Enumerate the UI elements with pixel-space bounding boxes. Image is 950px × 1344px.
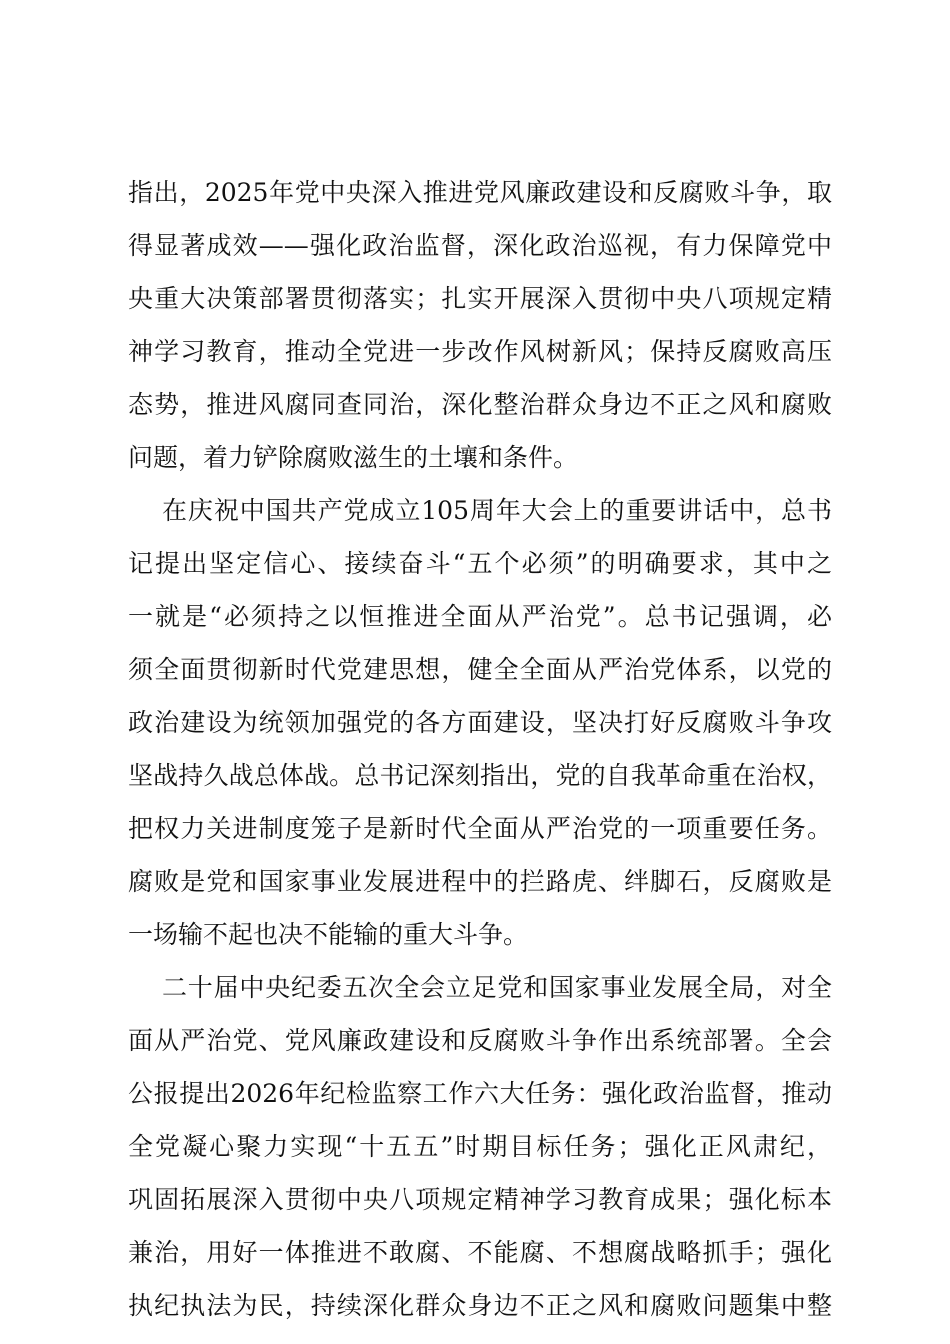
paragraph-3-line-7: 执纪执法为民，持续深化群众身边不正之风和腐败问题集中整 xyxy=(128,1291,832,1320)
paragraph-1-line-5: 态势，推进风腐同查同治，深化整治群众身边不正之风和腐败 xyxy=(128,390,832,419)
paragraph-3-line-5: 巩固拓展深入贯彻中央八项规定精神学习教育成果；强化标本 xyxy=(128,1185,832,1214)
paragraph-1-line-3: 央重大决策部署贯彻落实；扎实开展深入贯彻中央八项规定精 xyxy=(128,284,832,313)
paragraph-2-line-4: 须全面贯彻新时代党建思想，健全全面从严治党体系，以党的 xyxy=(128,655,832,684)
paragraph-2-line-9: 一场输不起也决不能输的重大斗争。 xyxy=(128,920,529,949)
paragraph-2-line-3: 一就是“必须持之以恒推进全面从严治党”。总书记强调，必 xyxy=(128,602,832,631)
paragraph-2-line-1: 在庆祝中国共产党成立105周年大会上的重要讲话中，总书 xyxy=(162,496,832,525)
paragraph-1-line-4: 神学习教育，推动全党进一步改作风树新风；保持反腐败高压 xyxy=(128,337,832,366)
paragraph-1-line-2: 得显著成效——强化政治监督，深化政治巡视，有力保障党中 xyxy=(128,231,832,260)
document-body xyxy=(128,166,832,1332)
paragraph-2-line-6: 坚战持久战总体战。总书记深刻指出，党的自我革命重在治权， xyxy=(128,761,832,790)
paragraph-3-line-3: 公报提出2026年纪检监察工作六大任务：强化政治监督，推动 xyxy=(128,1079,832,1108)
paragraph-2-line-8: 腐败是党和国家事业发展进程中的拦路虎、绊脚石，反腐败是 xyxy=(128,867,832,896)
paragraph-1-line-1: 指出，2025年党中央深入推进党风廉政建设和反腐败斗争，取 xyxy=(128,178,832,207)
paragraph-3-line-1: 二十届中央纪委五次全会立足党和国家事业发展全局，对全 xyxy=(162,973,832,1002)
paragraph-3-line-2: 面从严治党、党风廉政建设和反腐败斗争作出系统部署。全会 xyxy=(128,1026,832,1055)
paragraph-1-line-6: 问题，着力铲除腐败滋生的土壤和条件。 xyxy=(128,443,579,472)
paragraph-3-line-6: 兼治，用好一体推进不敢腐、不能腐、不想腐战略抓手；强化 xyxy=(128,1238,832,1267)
paragraph-2-line-7: 把权力关进制度笼子是新时代全面从严治党的一项重要任务。 xyxy=(128,814,832,843)
paragraph-2-line-2: 记提出坚定信心、接续奋斗“五个必须”的明确要求，其中之 xyxy=(128,549,832,578)
paragraph-2-line-5: 政治建设为统领加强党的各方面建设，坚决打好反腐败斗争攻 xyxy=(128,708,832,737)
paragraph-3-line-4: 全党凝心聚力实现“十五五”时期目标任务；强化正风肃纪， xyxy=(128,1132,832,1161)
